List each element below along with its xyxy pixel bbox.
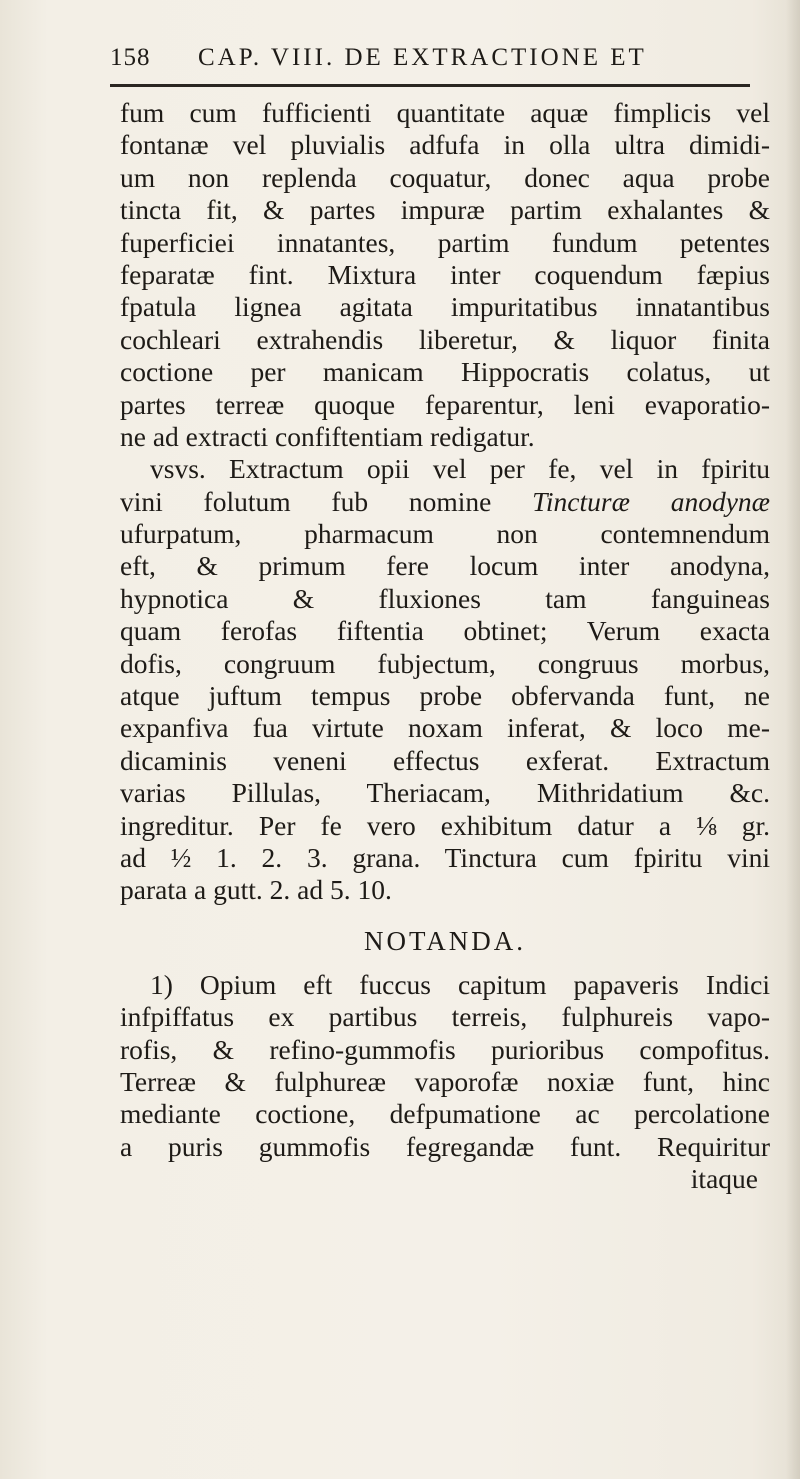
text-line: infpiffatus ex partibus terreis, fulphureis vapo- [120,1001,770,1033]
text-line: vsvs. Extractum opii vel per fe, vel in fpiritu [150,453,770,485]
text-line: fuperficiei innatantes, partim fundum petentes [120,226,770,258]
section-heading: NOTANDA. [363,925,527,956]
text-line: quam ferofas fiftentia obtinet; Verum exacta [120,615,770,647]
text-line: mediante coctione, defpumatione ac percolatione [120,1098,770,1130]
text-line: ingreditur. Per fe vero exhibitum datur a ⅛ gr. [120,809,770,841]
text-line: fpatula lignea agitata impuritatibus innatantibus [120,291,770,323]
catchword: itaque [690,1163,758,1195]
text-line: dofis, congruum fubjectum, congruus morbus, [120,647,770,679]
paragraph-continuation [120,97,770,453]
text-line: a puris gummofis fegregandæ funt. Requiritur [120,1130,770,1162]
text-line: tincta fit, & partes impuræ partim exhalantes & [120,194,770,226]
header-rule [110,84,750,87]
body-text [120,97,770,1196]
text-line: coctione per manicam Hippocratis colatus, ut [120,356,770,388]
text-fragment: Opium eft fuccus capitum papaveris Indici [199,968,770,1000]
text-line: varias Pillulas, Theriacam, Mithridatium &c. [120,777,770,809]
text-line: ufurpatum, pharmacum non contemnendum [120,518,770,550]
notanda-section [120,913,770,1196]
page-number: 158 [110,44,151,71]
text-line: fum cum fufficienti quantitate aquæ fimplicis vel [120,97,770,128]
text-line: feparatæ fint. Mixtura inter coquendum fæpius [120,258,770,290]
text-line: um non replenda coquatur, donec aqua probe [120,161,770,193]
text-line [120,486,770,518]
text-fragment: vini folutum fub nomine [120,485,492,517]
text-line [120,969,770,1001]
text-line: partes terreæ quoque feparentur, leni evaporatio- [120,388,770,420]
page-header [110,40,750,80]
text-line: eft, & primum fere locum inter anodyna, [120,550,770,582]
text-line: parata a gutt. 2. ad 5. 10. [120,874,392,906]
text-line: ad ½ 1. 2. 3. grana. Tinctura cum fpiritu vini [120,841,770,873]
text-line: cochleari extrahendis liberetur, & liquor finita [120,323,770,355]
text-line: ne ad extracti confiftentiam redigatur. [120,420,535,452]
running-head: CAP. VIII. DE EXTRACTIONE ET [198,44,647,71]
text-line: expanfiva fua virtute noxam inferat, & loco me- [120,712,770,744]
text-line: dicaminis veneni effectus exferat. Extractum [120,744,770,776]
italic-title: Tincturæ anodynæ [532,485,771,517]
paragraph-usus [120,453,770,906]
item-number: 1) [150,968,173,1000]
text-line: Terreæ & fulphureæ vaporofæ noxiæ funt, hinc [120,1065,770,1097]
text-line: fontanæ vel pluvialis adfufa in olla ultra dimidi- [120,129,770,161]
page-edge-shadow [786,0,800,1479]
text-line: atque juftum tempus probe obfervanda funt, ne [120,680,770,712]
text-line: hypnotica & fluxiones tam fanguineas [120,582,770,614]
text-line: rofis, & refino-gummofis purioribus compofitus. [120,1033,770,1065]
